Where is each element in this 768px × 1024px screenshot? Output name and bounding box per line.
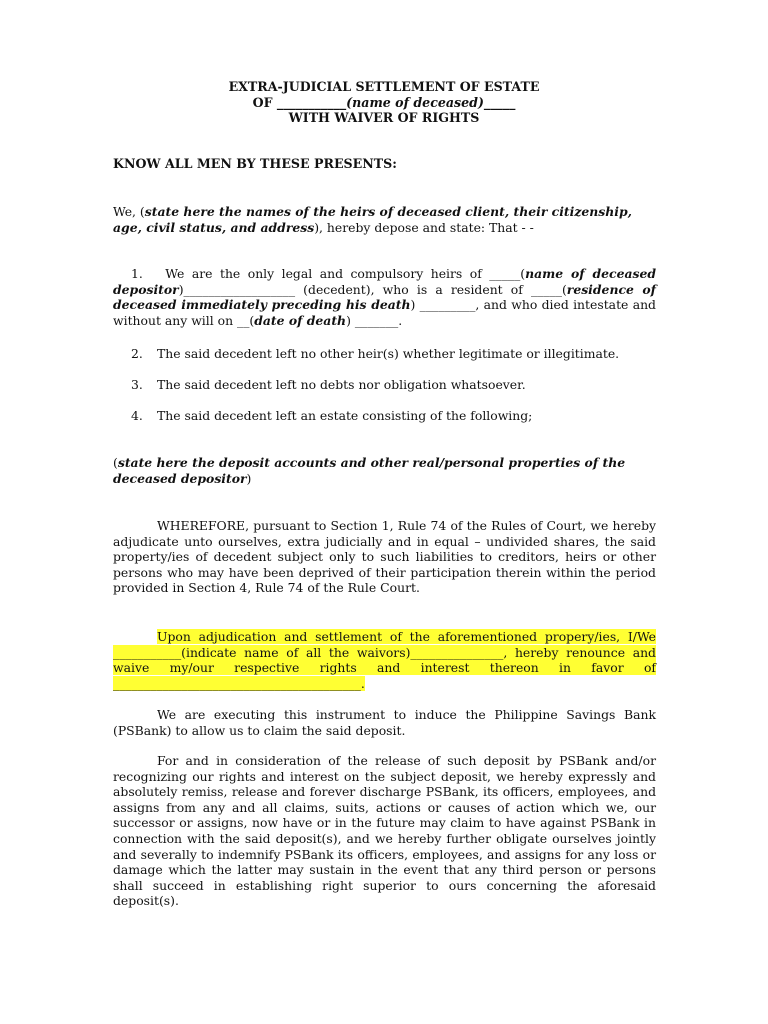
item-1-deceased-name: name of deceased depositor: [113, 266, 656, 297]
item-1-date-of-death: date of death: [254, 312, 347, 328]
deposit-note-open: (: [113, 455, 118, 470]
item-4-number: 4.: [131, 408, 143, 423]
deceased-placeholder: (name of deceased): [346, 95, 484, 110]
waiver-paragraph: [113, 629, 656, 691]
wherefore-paragraph: WHEREFORE, pursuant to Section 1, Rule 74 of the Rules of Court, we hereby adjudicate unto ourselves, extra judicially and in equal – undivided shares, the said property/ies of decedent subject only to such liabilities to creditors, heirs or other persons who may have been deprived of their participation therein within the period provided in Section 4, Rule 74 of the Rule Court.: [113, 518, 656, 596]
item-1: [113, 266, 656, 328]
intro-instruction: state here the names of the heirs of deceased client, their citizenship, age, civil status, and address: [113, 204, 632, 235]
intro-paragraph: [113, 204, 656, 235]
know-all-men-heading: KNOW ALL MEN BY THESE PRESENTS:: [113, 156, 397, 171]
item-1-residence: residence of deceased immediately preceding his death: [113, 281, 656, 313]
item-2-number: 2.: [131, 346, 143, 361]
item-1-text-g: ) _______.: [346, 312, 403, 328]
intro-prefix: We, (: [113, 204, 145, 219]
deceased-suffix: _____: [483, 95, 516, 110]
item-2-text: The said decedent left no other heir(s) whether legitimate or illegitimate.: [157, 346, 620, 361]
executing-paragraph: We are executing this instrument to induce the Philippine Savings Bank (PSBank) to allow us to claim the said deposit.: [113, 707, 656, 738]
item-1-number: 1.: [131, 266, 143, 281]
item-1-text-c: )__________________ (decedent), who is a resident of _____(: [178, 281, 567, 297]
item-3-number: 3.: [131, 377, 143, 392]
deposit-note: [113, 455, 633, 486]
item-1-text-a: We are the only legal and compulsory heirs of _____(: [165, 266, 526, 281]
consideration-paragraph: For and in consideration of the release of such deposit by PSBank and/or recognizing our rights and interest on the subject deposit, we hereby expressly and absolutely remiss, release and forever discharge PSBank, its officers, employees, and assigns from any and all claims, suits, actions or causes of action which we, our successor or assigns, now have or in the future may claim to have against PSBank in connection with the said deposit(s), and we hereby further obligate ourselves jointly and severally to indemnify PSBank its officers, employees, and assigns for any loss or damage which the latter may sustain in the event that any third person or persons shall succeed in establishing right superior to ours concerning the aforesaid deposit(s).: [113, 753, 656, 909]
waiver-highlighted-text: Upon adjudication and settlement of the aforementioned propery/ies, I/We ___________(indicate name of all the waivors)_______________, hereby renounce and waive my/our respective rights and interest thereon in favor of ________________________________________.: [113, 629, 656, 691]
item-3-text: The said decedent left no debts nor obligation whatsoever.: [157, 377, 526, 392]
deceased-prefix: OF ___________: [252, 95, 347, 110]
document-subtitle: WITH WAIVER OF RIGHTS: [288, 110, 480, 125]
item-4-text: The said decedent left an estate consisting of the following;: [157, 408, 533, 423]
deposit-note-close: ): [246, 470, 252, 486]
item-1-text-e: ) _________, and who died intestate and without any will on __(: [113, 297, 656, 328]
intro-suffix: ), hereby depose and state: That - -: [314, 219, 534, 235]
deceased-name-line: [0, 95, 768, 111]
deposit-note-instruction: state here the deposit accounts and other real/personal properties of the deceased depositor: [113, 455, 626, 486]
document-title: EXTRA-JUDICIAL SETTLEMENT OF ESTATE: [228, 79, 540, 94]
